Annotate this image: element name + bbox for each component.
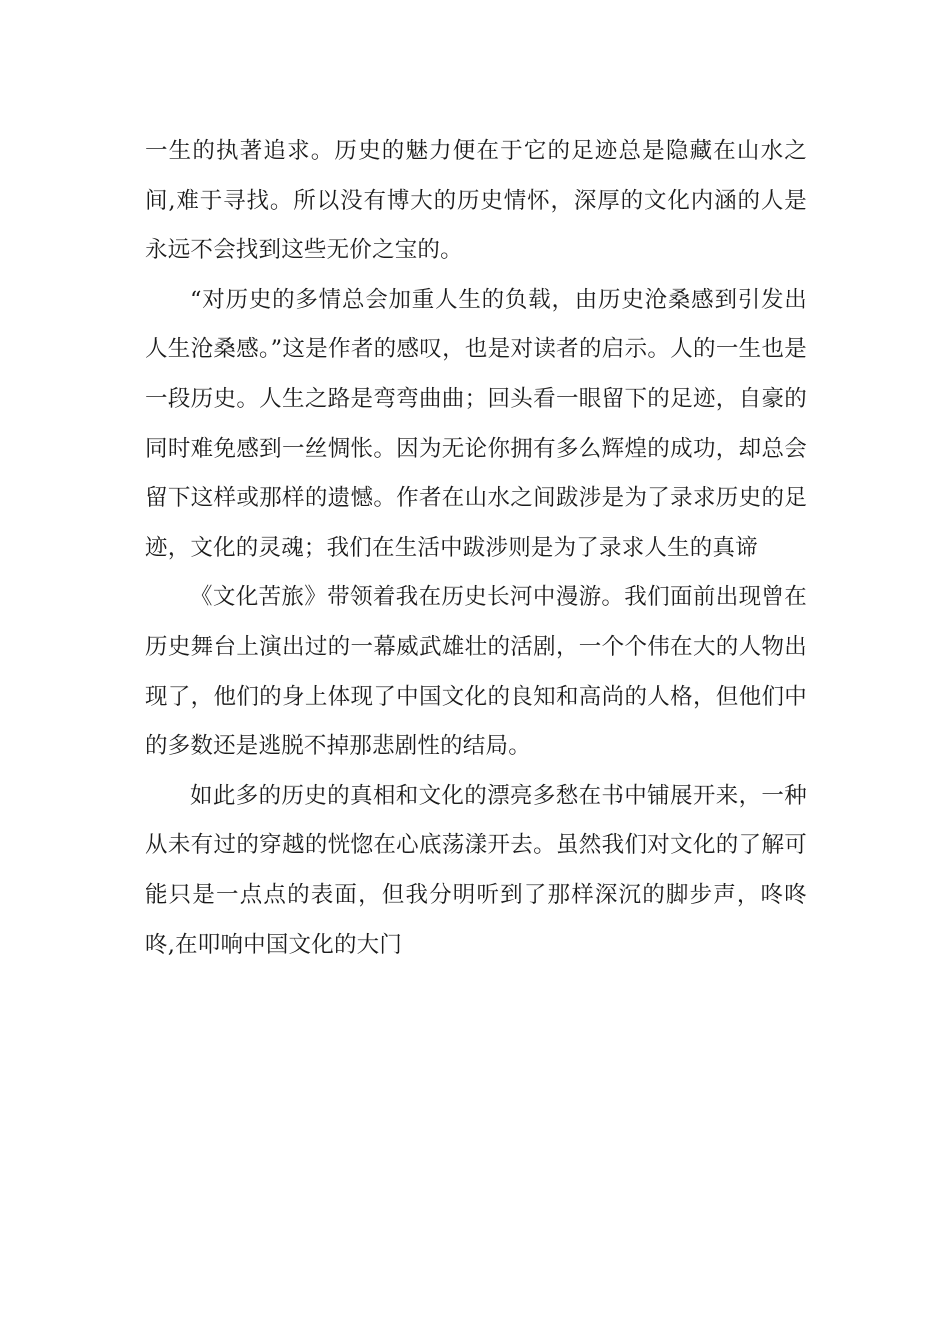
paragraph-2: “对历史的多情总会加重人生的负载，由历史沧桑感到引发出人生沧桑感。”这是作者的感叹，也是对读者的启示。人的一生也是一段历史。人生之路是弯弯曲曲；回头看一眼留下的足迹，自豪的同时难免感到一丝惆怅。因为无论你拥有多么辉煌的成功，却总会留下这样或那样的遗憾。作者在山水之间跋涉是为了录求历史的足迹，文化的灵魂；我们在生活中跋涉则是为了录求人生的真谛 xyxy=(145,286,807,561)
paragraph-4: 如此多的历史的真相和文化的漂亮多愁在书中铺展开来，一种从未有过的穿越的恍惚在心底荡漾开去。虽然我们对文化的了解可能只是一点点的表面，但我分明听到了那样深沉的脚步声，咚咚咚,在叩响中国文化的大门 xyxy=(145,782,807,958)
paragraph-3: 《文化苦旅》带领着我在历史长河中漫游。我们面前出现曾在历史舞台上演出过的一幕威武雄壮的活剧，一个个伟在大的人物出现了，他们的身上体现了中国文化的良知和高尚的人格，但他们中的多数还是逃脱不掉那悲剧性的结局。 xyxy=(145,584,807,760)
document-body xyxy=(145,127,807,970)
paragraph-1: 一生的执著追求。历史的魅力便在于它的足迹总是隐藏在山水之间,难于寻找。所以没有博大的历史情怀，深厚的文化内涵的人是永远不会找到这些无价之宝的。 xyxy=(145,138,807,264)
